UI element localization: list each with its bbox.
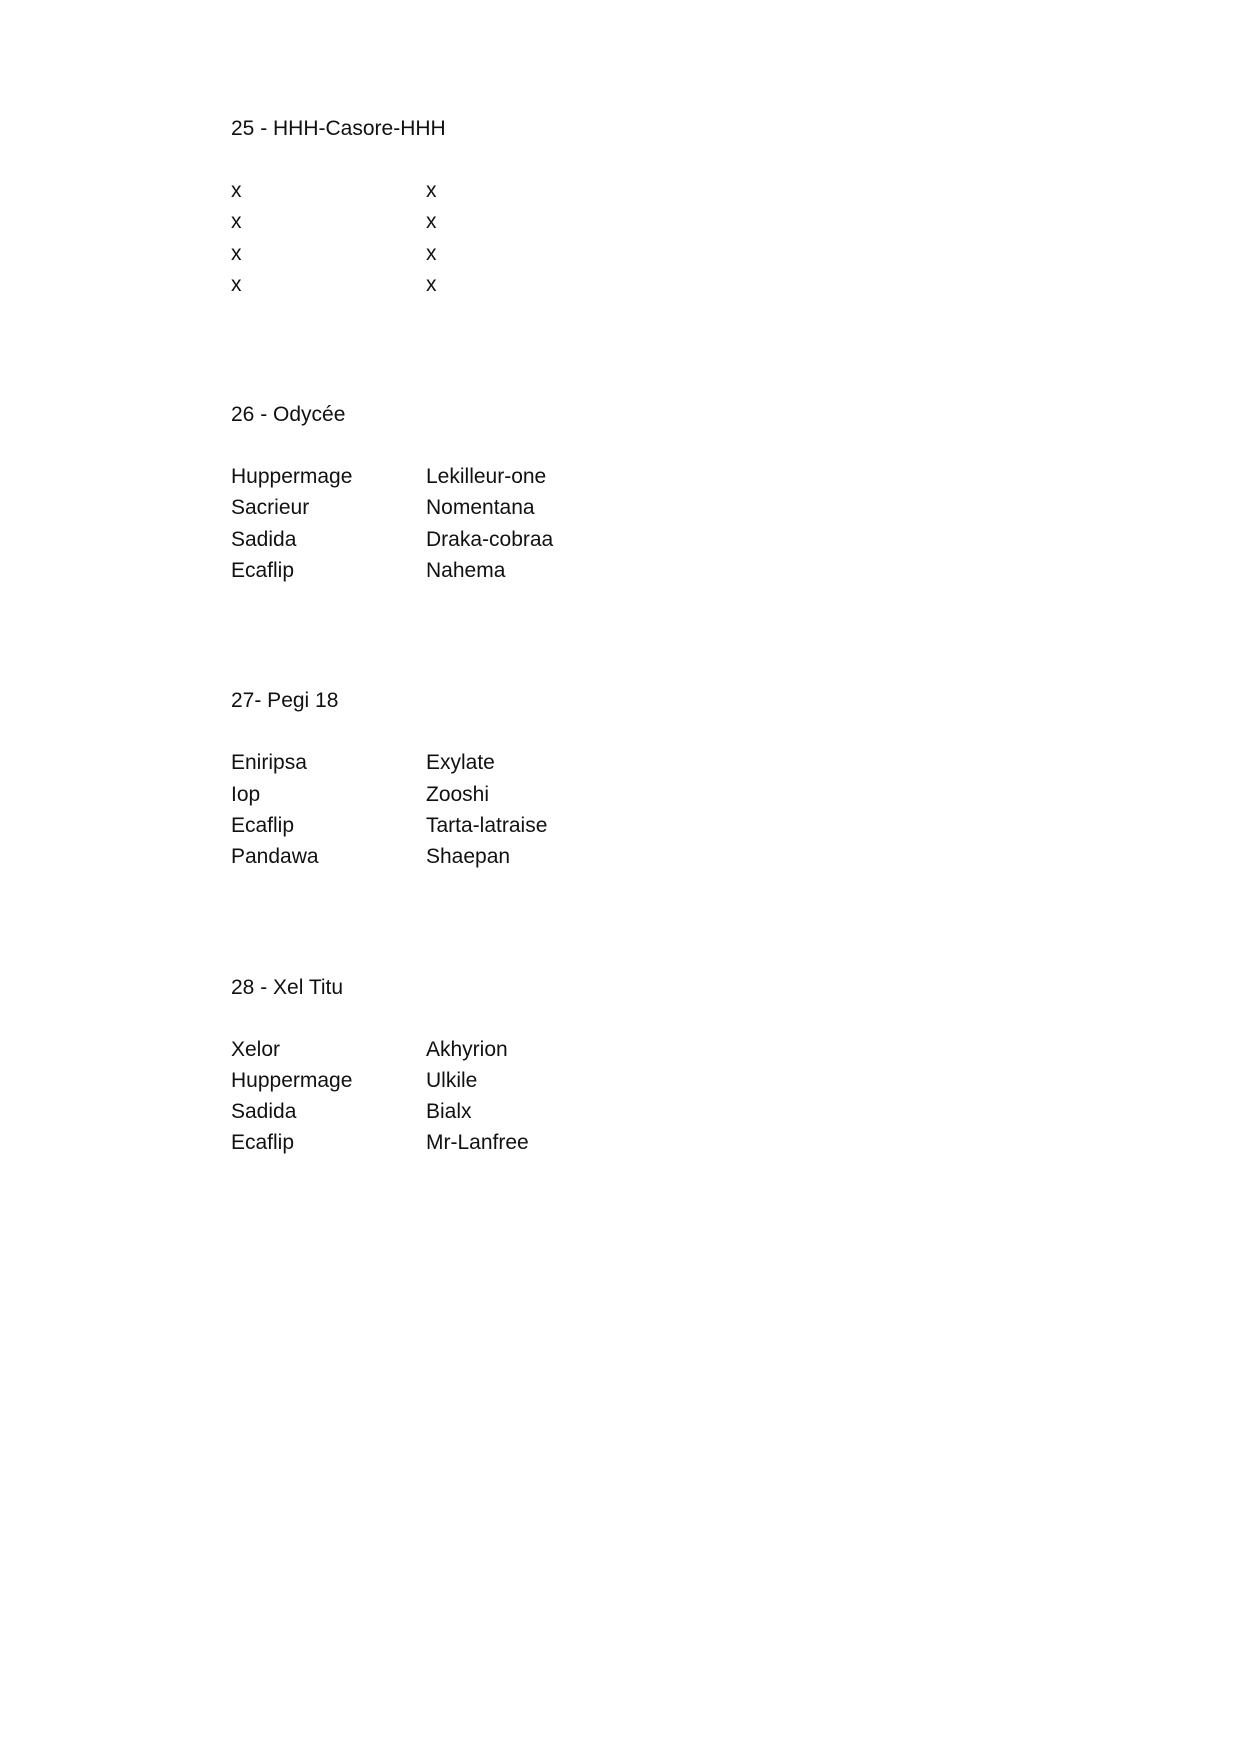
team-member-row — [231, 1034, 931, 1065]
team-member-row — [231, 524, 931, 555]
team-member-row — [231, 1127, 931, 1158]
team-member-row — [231, 461, 931, 492]
member-class: Xelor — [231, 1037, 281, 1061]
team-member-row — [231, 238, 931, 269]
member-class: Sadida — [231, 527, 297, 551]
team-block — [231, 972, 931, 1159]
team-title: 25 - HHH-Casore-HHH — [231, 117, 446, 140]
team-member-row — [231, 841, 931, 872]
team-list — [231, 113, 931, 1258]
member-player: Nomentana — [426, 496, 535, 520]
member-player: Exylate — [426, 751, 495, 775]
member-class: Ecaflip — [231, 559, 295, 583]
member-class: Pandawa — [231, 845, 319, 869]
member-player: x — [426, 179, 437, 202]
team-block — [231, 399, 931, 586]
team-block — [231, 685, 931, 872]
member-player: Zooshi — [426, 782, 490, 806]
team-member-row — [231, 779, 931, 810]
member-player: Bialx — [426, 1100, 472, 1124]
member-class: Ecaflip — [231, 1131, 295, 1155]
team-member-row — [231, 175, 931, 206]
member-player: x — [426, 241, 437, 265]
team-member-row — [231, 1096, 931, 1127]
team-member-row — [231, 492, 931, 523]
member-player: Lekilleur-one — [426, 465, 547, 489]
member-player: Akhyrion — [426, 1037, 508, 1061]
member-class: Sacrieur — [231, 496, 310, 520]
member-class: Eniripsa — [231, 751, 307, 775]
member-class: Sadida — [231, 1100, 297, 1124]
team-block — [231, 113, 931, 300]
team-title: 26 - Odycée — [231, 403, 346, 427]
member-player: Nahema — [426, 559, 506, 583]
member-class: x — [231, 179, 242, 202]
team-member-row — [231, 555, 931, 586]
member-class: Huppermage — [231, 1068, 353, 1092]
member-player: Shaepan — [426, 845, 511, 869]
member-player: x — [426, 210, 437, 234]
member-class: Iop — [231, 782, 261, 806]
team-member-row — [231, 747, 931, 778]
member-player: Mr-Lanfree — [426, 1131, 529, 1155]
member-class: x — [231, 241, 242, 265]
member-class: x — [231, 272, 242, 296]
member-player: x — [426, 272, 437, 296]
member-class: Ecaflip — [231, 813, 295, 837]
team-member-row — [231, 1065, 931, 1096]
team-member-row — [231, 206, 931, 237]
team-title: 27- Pegi 18 — [231, 689, 339, 713]
member-player: Ulkile — [426, 1068, 478, 1092]
member-class: Huppermage — [231, 465, 353, 489]
team-member-row — [231, 269, 931, 300]
member-player: Draka-cobraa — [426, 527, 554, 551]
team-title: 28 - Xel Titu — [231, 975, 344, 999]
member-player: Tarta-latraise — [426, 813, 548, 837]
member-class: x — [231, 210, 242, 234]
team-member-row — [231, 810, 931, 841]
